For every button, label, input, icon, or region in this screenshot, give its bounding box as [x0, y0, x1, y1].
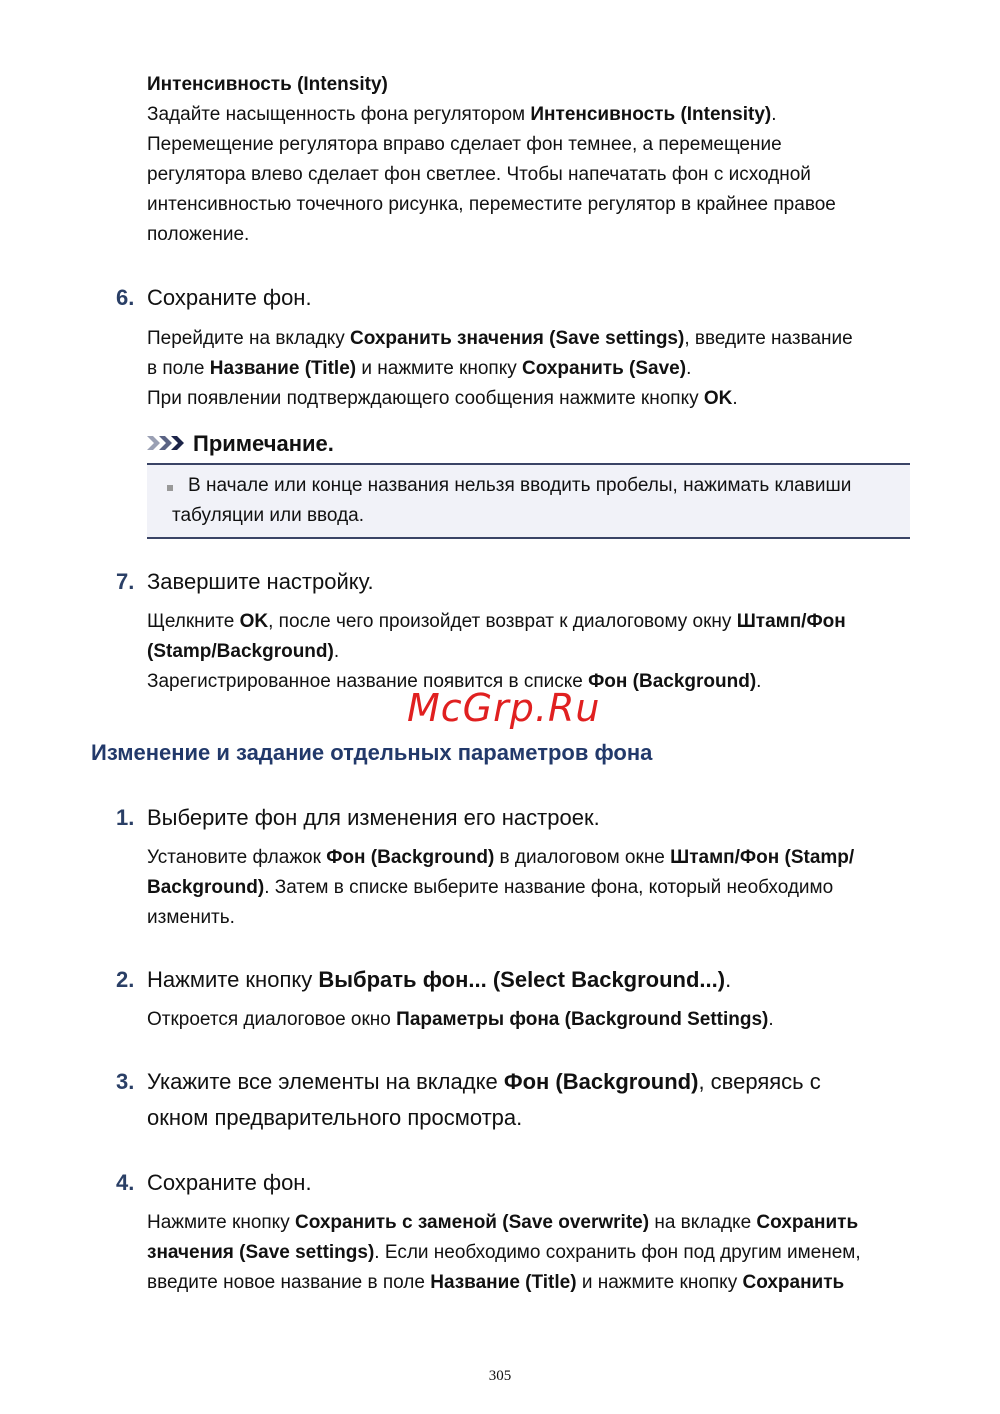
- intensity-title: Интенсивность (Intensity): [147, 74, 388, 95]
- note-heading: [147, 428, 334, 460]
- text-run: Задайте насыщенность фона регулятором: [147, 104, 531, 125]
- text-run: .: [686, 358, 692, 379]
- bold-term: Фон (Background): [326, 847, 495, 868]
- text-run: Перейдите на вкладку: [147, 328, 351, 349]
- bold-term: Выбрать фон... (Select Background...): [318, 967, 726, 992]
- step-title: [147, 564, 906, 600]
- step-4-body: [147, 1208, 912, 1298]
- text-run: Выберите фон для изменения его настроек.: [147, 805, 600, 830]
- step-number: 4.: [116, 1170, 135, 1195]
- bold-term: значения (Save settings): [147, 1242, 375, 1263]
- bold-term: Сохранить с заменой (Save overwrite): [294, 1212, 650, 1233]
- step-number: 3.: [116, 1069, 135, 1094]
- step-title: [147, 280, 906, 316]
- intensity-description: [147, 100, 912, 250]
- text-run: Зарегистрированное название появится в списке: [147, 671, 589, 692]
- bold-term: Сохранить: [756, 1212, 859, 1233]
- note-item-text: [172, 475, 851, 526]
- step-2-heading: [116, 962, 906, 998]
- section-title: Изменение и задание отдельных параметров фона: [91, 740, 653, 765]
- step-7-heading: [116, 564, 906, 600]
- step-title: [147, 800, 906, 836]
- text-run: изменить.: [147, 907, 235, 928]
- bold-term: Background): [147, 877, 265, 898]
- step-number: 7.: [116, 569, 135, 594]
- text-run: Нажмите кнопку: [147, 1212, 295, 1233]
- text-run: Завершите настройку.: [147, 569, 374, 594]
- bold-term: Сохранить (Save): [522, 358, 687, 379]
- text-run: .: [756, 671, 762, 692]
- bold-term: Фон (Background): [588, 671, 757, 692]
- text-run: окном предварительного просмотра.: [147, 1105, 523, 1130]
- bold-term: OK: [703, 388, 733, 409]
- bold-term: Интенсивность (Intensity): [530, 104, 772, 125]
- step-7-body: [147, 607, 912, 697]
- step-3-heading: [116, 1064, 906, 1136]
- step-number: 1.: [116, 805, 135, 830]
- text-run: Установите флажок: [147, 847, 327, 868]
- text-run: в поле: [147, 358, 210, 379]
- bold-term: Название (Title): [209, 358, 357, 379]
- text-run: , сверяясь с: [698, 1069, 821, 1094]
- watermark: McGrp.Ru: [407, 686, 601, 730]
- bold-term: Штамп/Фон (Stamp/: [670, 847, 855, 868]
- text-run: Сохраните фон.: [147, 285, 312, 310]
- text-run: регулятора влево сделает фон светлее. Чтобы напечатать фон с исходной: [147, 164, 811, 185]
- bold-term: Название (Title): [430, 1272, 577, 1293]
- text-run: Откроется диалоговое окно: [147, 1009, 397, 1030]
- text-run: положение.: [147, 224, 250, 245]
- text-run: интенсивностью точечного рисунка, переместите регулятор в крайнее правое: [147, 194, 836, 215]
- text-run: табуляции или ввода.: [172, 505, 365, 526]
- text-run: Укажите все элементы на вкладке: [147, 1069, 504, 1094]
- bold-term: OK: [239, 611, 269, 632]
- step-title: [147, 962, 906, 998]
- text-run: на вкладке: [649, 1212, 757, 1233]
- bold-term: Фон (Background): [503, 1069, 699, 1094]
- text-run: . Затем в списке выберите название фона, который необходимо: [264, 877, 834, 898]
- text-run: и нажмите кнопку: [576, 1272, 743, 1293]
- bold-term: (Stamp/Background): [147, 641, 334, 662]
- text-run: .: [771, 104, 777, 125]
- step-1-heading: [116, 800, 906, 836]
- step-2-body: [147, 1005, 912, 1035]
- bold-term: Сохранить значения (Save settings): [350, 328, 685, 349]
- text-run: .: [333, 641, 340, 662]
- bold-term: Штамп/Фон: [736, 611, 846, 632]
- step-number: 6.: [116, 285, 135, 310]
- bold-term: Сохранить: [742, 1272, 845, 1293]
- text-run: .: [725, 967, 732, 992]
- text-run: Перемещение регулятора вправо сделает фон темнее, а перемещение: [147, 134, 782, 155]
- note-title: Примечание.: [193, 431, 334, 456]
- step-title: [147, 1165, 906, 1201]
- text-run: При появлении подтверждающего сообщения нажмите кнопку: [147, 388, 704, 409]
- note-item: [172, 471, 902, 531]
- note-box: [147, 463, 910, 539]
- text-run: , введите название: [684, 328, 853, 349]
- bold-term: Параметры фона (Background Settings): [396, 1009, 769, 1030]
- step-4-heading: [116, 1165, 906, 1201]
- step-title: [147, 1064, 906, 1136]
- step-6-body: [147, 324, 912, 414]
- text-run: В начале или конце названия нельзя вводить пробелы, нажимать клавиши: [188, 475, 852, 496]
- page-number: 305: [488, 1368, 512, 1384]
- step-1-body: [147, 843, 912, 933]
- text-run: введите новое название в поле: [147, 1272, 431, 1293]
- text-run: Щелкните: [147, 611, 240, 632]
- text-run: .: [768, 1009, 774, 1030]
- step-number: 2.: [116, 967, 135, 992]
- triple-chevron-icon: [147, 434, 189, 452]
- text-run: .: [732, 388, 738, 409]
- text-run: , после чего произойдет возврат к диалоговому окну: [268, 611, 737, 632]
- text-run: Нажмите кнопку: [147, 967, 319, 992]
- text-run: и нажмите кнопку: [356, 358, 523, 379]
- intensity-section: [147, 70, 912, 250]
- text-run: Сохраните фон.: [147, 1170, 312, 1195]
- text-run: . Если необходимо сохранить фон под другим именем,: [374, 1242, 861, 1263]
- step-6-heading: [116, 280, 906, 316]
- text-run: в диалоговом окне: [494, 847, 671, 868]
